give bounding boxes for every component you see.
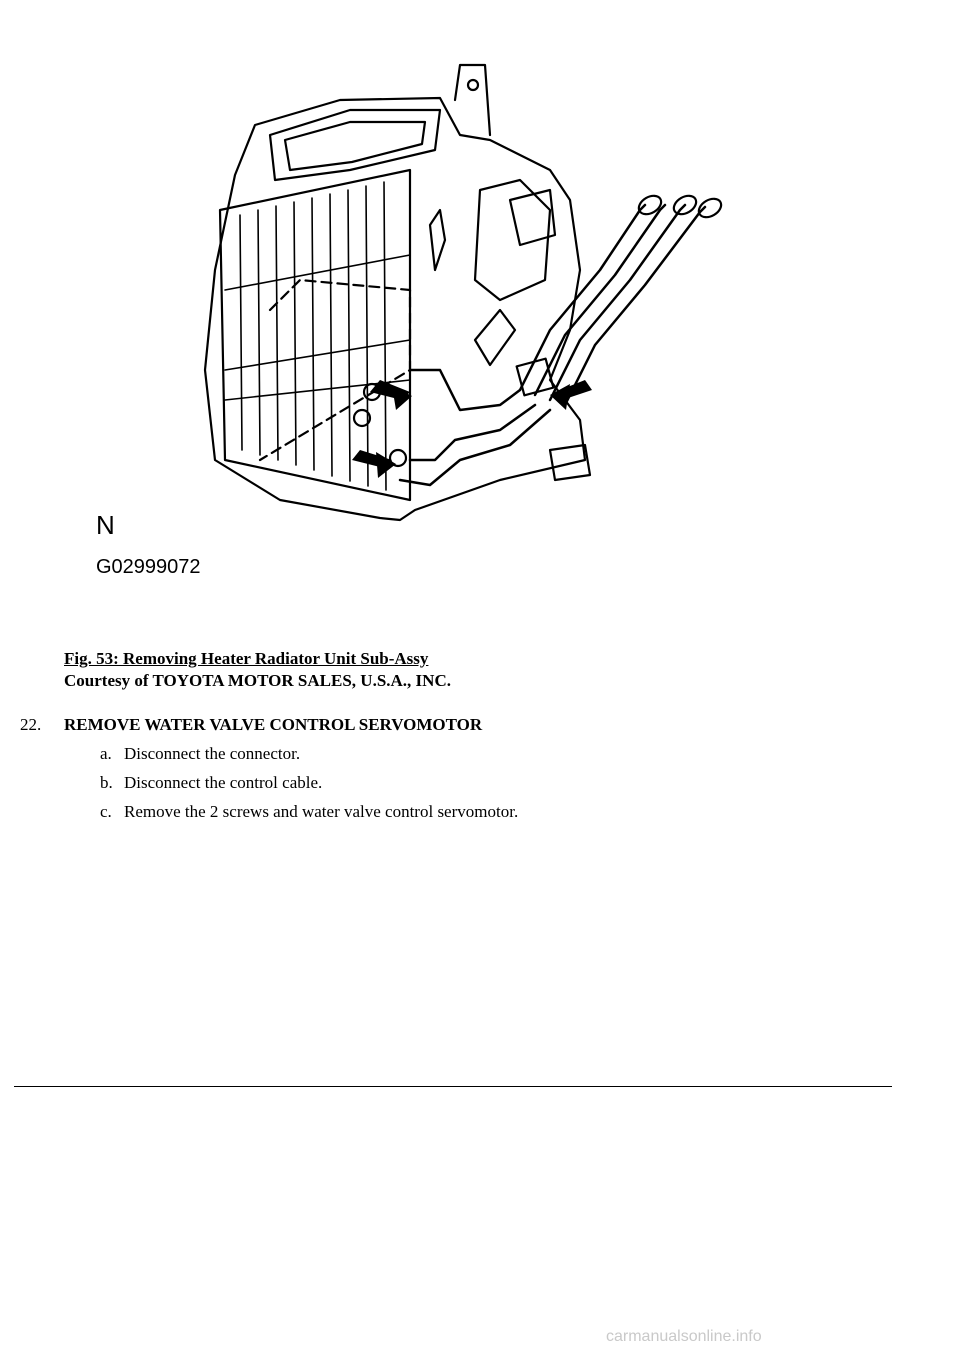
- heater-radiator-illustration: [80, 40, 800, 600]
- substep-text: Remove the 2 screws and water valve control servomotor.: [124, 802, 519, 821]
- step-title: REMOVE WATER VALVE CONTROL SERVOMOTOR: [64, 715, 483, 734]
- substep-letter: a.: [100, 744, 112, 763]
- substep-item: [100, 801, 518, 823]
- procedure-step: [20, 714, 482, 736]
- step-number: 22.: [20, 715, 42, 734]
- substep-letter: b.: [100, 773, 113, 792]
- substep-letter: c.: [100, 802, 112, 821]
- figure-credit: Courtesy of TOYOTA MOTOR SALES, U.S.A., INC.: [64, 671, 451, 690]
- figure-caption: [64, 648, 451, 692]
- substep-item: [100, 772, 518, 794]
- watermark: carmanualsonline.info: [606, 1328, 762, 1345]
- page-divider: [14, 1086, 892, 1087]
- substep-text: Disconnect the control cable.: [124, 773, 323, 792]
- substep-list: [100, 743, 518, 830]
- view-label: N: [96, 510, 115, 540]
- substep-text: Disconnect the connector.: [124, 744, 301, 763]
- figure-title[interactable]: Fig. 53: Removing Heater Radiator Unit Sub-Assy: [64, 649, 429, 668]
- substep-item: [100, 743, 518, 765]
- figure-code: G02999072: [96, 556, 201, 578]
